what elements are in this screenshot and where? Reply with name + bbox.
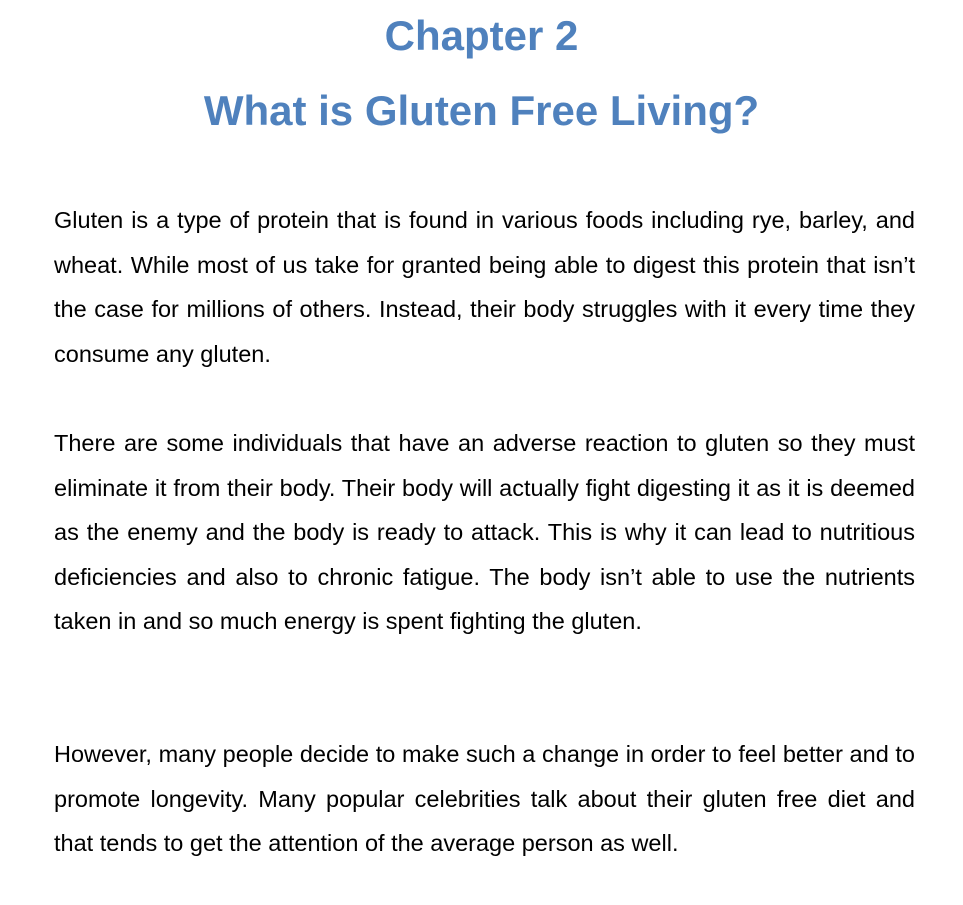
chapter-number: Chapter 2	[384, 12, 579, 59]
body-paragraph-2: There are some individuals that have an adverse reaction to gluten so they must eliminate it from their body. Their body will actually fight digesting it as it is deemed as the enemy and the body is ready to attack. This is why it can lead to nutritious deficiencies and also to chronic fatigue. The body isn’t able to use the nutrients taken in and so much energy is spent fighting the gluten.	[54, 430, 915, 634]
body-paragraph-1: Gluten is a type of protein that is found in various foods including rye, barley, and wheat. While most of us take for granted being able to digest this protein that isn’t the case for millions of others. Instead, their body struggles with it every time they consume any gluten.	[54, 207, 915, 367]
body-paragraph-3: However, many people decide to make such a change in order to feel better and to promote longevity. Many popular celebrities talk about their gluten free diet and that tends to get the attention of the average person as well.	[54, 741, 915, 856]
chapter-title: What is Gluten Free Living?	[203, 87, 760, 134]
